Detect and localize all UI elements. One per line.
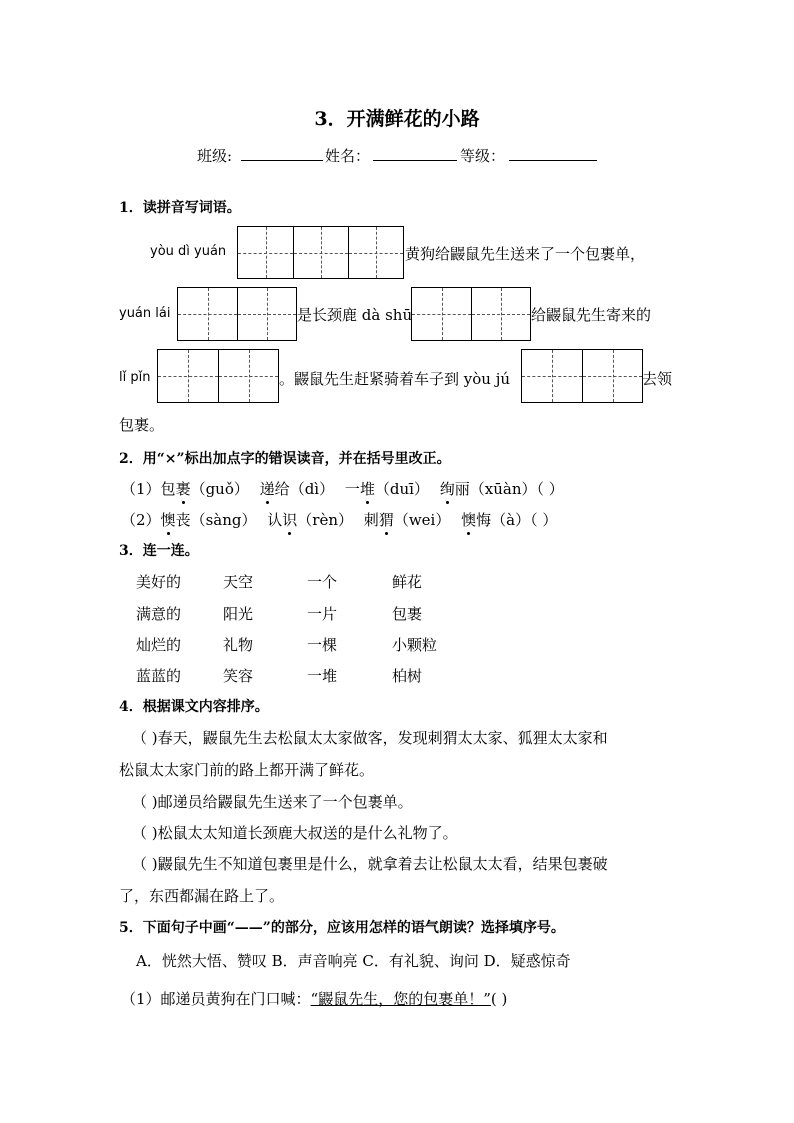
char-grid-5[interactable]: [521, 349, 643, 403]
q1-text-1: 黄狗给鼹鼠先生送来了一个包裹单，: [405, 245, 646, 263]
grade-blank[interactable]: [509, 160, 597, 161]
pinyin-lipin: lǐ pǐn: [119, 370, 151, 385]
sort-item-4[interactable]: （ )鼹鼠先生不知道包裹里是什么，就拿着去让松鼠太太看，结果包裹破: [132, 855, 608, 873]
q1-text-3: 给鼹鼠先生寄来的: [531, 306, 652, 324]
q1-text-5: 去领: [642, 370, 673, 388]
q2-row-1: [121, 478, 564, 499]
char-grid-4[interactable]: [157, 349, 279, 403]
sort-item-3[interactable]: （ )松鼠太太知道长颈鹿大叔送的是什么礼物了。: [132, 824, 458, 842]
noun-baishu[interactable]: 柏树: [392, 667, 423, 685]
adj-manyide[interactable]: 满意的: [136, 605, 182, 623]
measure-yidui[interactable]: 一堆: [307, 667, 338, 685]
pinyin-yuanlai: yuán lái: [119, 306, 171, 321]
word-item: 包裹（guǒ）: [160, 480, 249, 498]
word-item: 懊丧（sàng）: [160, 511, 257, 529]
answer-blank[interactable]: （ ）: [536, 480, 564, 498]
page-title: 3．开满鲜花的小路: [314, 108, 480, 130]
char-grid-2[interactable]: [177, 287, 297, 341]
q4-heading: 4．根据课文内容排序。: [119, 699, 269, 715]
q1-heading: 1．读拼音写词语。: [119, 200, 241, 216]
char-grid-3[interactable]: [411, 287, 531, 341]
noun-liwu[interactable]: 礼物: [223, 636, 254, 654]
sentence-prefix: （1）邮递员黄狗在门口喊：: [121, 990, 311, 1008]
name-blank[interactable]: [373, 160, 457, 161]
word-item: 一堆（duī）: [344, 480, 429, 498]
q2-row-2: [121, 509, 557, 530]
q3-heading: 3．连一连。: [119, 543, 199, 559]
class-label: 班级:: [197, 147, 233, 165]
noun-xiaokeli[interactable]: 小颗粒: [392, 636, 438, 654]
noun-yangguang[interactable]: 阳光: [223, 605, 254, 623]
q1-text-4: 。鼹鼠先生赶紧骑着车子到 yòu jú: [279, 370, 511, 388]
adj-canlande[interactable]: 灿烂的: [136, 636, 182, 654]
word-item: 绚丽（xūàn）: [439, 480, 537, 498]
class-blank[interactable]: [241, 160, 323, 161]
q5-heading: 5．下面句子中画“——”的部分，应该用怎样的语气朗读？选择填序号。: [119, 920, 565, 936]
adj-lanlande[interactable]: 蓝蓝的: [136, 667, 182, 685]
char-grid-1[interactable]: [237, 226, 404, 279]
row-number: （1）: [121, 480, 161, 498]
q1-text-6: 包裹。: [119, 416, 165, 434]
noun-baoguo[interactable]: 包裹: [392, 605, 423, 623]
measure-yipian[interactable]: 一片: [307, 605, 338, 623]
row-number: （2）: [121, 511, 161, 529]
answer-blank[interactable]: （ ）: [530, 511, 558, 529]
word-item: 认识（rèn）: [267, 511, 354, 529]
answer-blank[interactable]: ( ): [490, 990, 508, 1008]
noun-tiankong[interactable]: 天空: [223, 573, 254, 591]
noun-xianhua[interactable]: 鲜花: [392, 573, 423, 591]
word-item: 递给（dì）: [259, 480, 335, 498]
measure-yige[interactable]: 一个: [307, 573, 338, 591]
measure-yike[interactable]: 一棵: [307, 636, 338, 654]
sort-item-1[interactable]: （ )春天，鼹鼠先生去松鼠太太家做客，发现刺猬太太家、狐狸太太家和: [132, 729, 608, 747]
q2-heading: 2．用“×”标出加点字的错误读音，并在括号里改正。: [119, 451, 451, 467]
adj-meihaode[interactable]: 美好的: [136, 573, 182, 591]
noun-xiaorong[interactable]: 笑容: [223, 667, 254, 685]
q1-text-2: 是长颈鹿 dà shū: [297, 306, 413, 324]
word-item: 懊悔（à）: [461, 511, 531, 529]
q5-options: A．恍然大悟、赞叹 B．声音响亮 C．有礼貌、询问 D．疑惑惊奇: [136, 952, 571, 970]
pinyin-youdiyuan: yòu dì yuán: [150, 244, 227, 259]
grade-label: 等级：: [460, 147, 506, 165]
name-label: 姓名：: [325, 147, 371, 165]
sort-item-1-cont: 松鼠太太家门前的路上都开满了鲜花。: [119, 761, 375, 779]
word-item: 刺猬（wei）: [363, 511, 451, 529]
sort-item-2[interactable]: （ )邮递员给鼹鼠先生送来了一个包裹单。: [132, 793, 413, 811]
underlined-quote: “鼹鼠先生，您的包裹单！”: [310, 990, 491, 1008]
q5-sentence-1: [121, 988, 507, 1009]
sort-item-4-cont: 了，东西都漏在路上了。: [119, 887, 285, 905]
